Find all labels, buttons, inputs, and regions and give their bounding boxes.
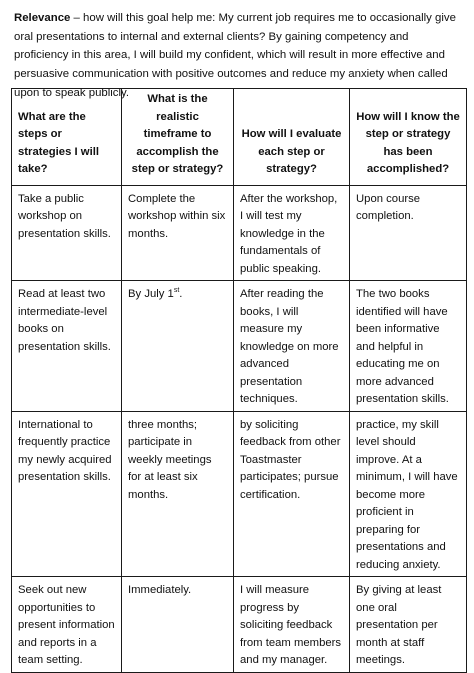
table-cell: After the workshop, I will test my knowledge in the fundamentals of public speaking. [234,185,350,281]
table-row [12,185,467,281]
table-cell: Immediately. [122,577,234,673]
header-accomplished: How will I know the step or strategy has been accomplished? [350,89,467,186]
goal-plan-table [11,88,467,673]
table-cell: Complete the workshop within six months. [122,185,234,281]
table-cell: By giving at least one oral presentation per month at staff meetings. [350,577,467,673]
table-header-row [12,89,467,186]
table-cell: practice, my skill level should improve. At a minimum, I will have become more proficient in preparing for presentations and reducing anxiety. [350,411,467,577]
table-cell: Upon course completion. [350,185,467,281]
table-cell: three months; participate in weekly meetings for at least six months. [122,411,234,577]
date-text: By July 1 [128,288,174,300]
table-row [12,577,467,673]
relevance-label: Relevance [14,12,71,24]
table-cell [122,281,234,412]
header-timeframe: What is the realistic timeframe to accomplish the step or strategy? [122,89,234,186]
table-row [12,411,467,577]
relevance-text: – how will this goal help me: My current job requires me to occasionally give oral presentations to internal and external clients? By gaining competency and proficiency in this area, I will build my confident, which will result in more effective and persuasive communication with positive outcomes and reduce my anxiety when called upon to speak publicly. [14,12,456,99]
table-cell: by soliciting feedback from other Toastmaster participates; pursue certification. [234,411,350,577]
table-cell: The two books identified will have been informative and helpful in educating me on more advanced presentation skills. [350,281,467,412]
table-cell: Take a public workshop on presentation skills. [12,185,122,281]
date-period: . [179,288,183,300]
table-cell: Seek out new opportunities to present information and reports in a team setting. [12,577,122,673]
header-steps: What are the steps or strategies I will take? [12,89,122,186]
header-evaluate: How will I evaluate each step or strategy? [234,89,350,186]
table-row [12,281,467,412]
table-cell: After reading the books, I will measure my knowledge on more advanced presentation techniques. [234,281,350,412]
table-cell: I will measure progress by soliciting feedback from team members and my manager. [234,577,350,673]
table-cell: Read at least two intermediate-level books on presentation skills. [12,281,122,412]
ordinal-superscript: st [173,287,180,295]
table-cell: International to frequently practice my newly acquired presentation skills. [12,411,122,577]
